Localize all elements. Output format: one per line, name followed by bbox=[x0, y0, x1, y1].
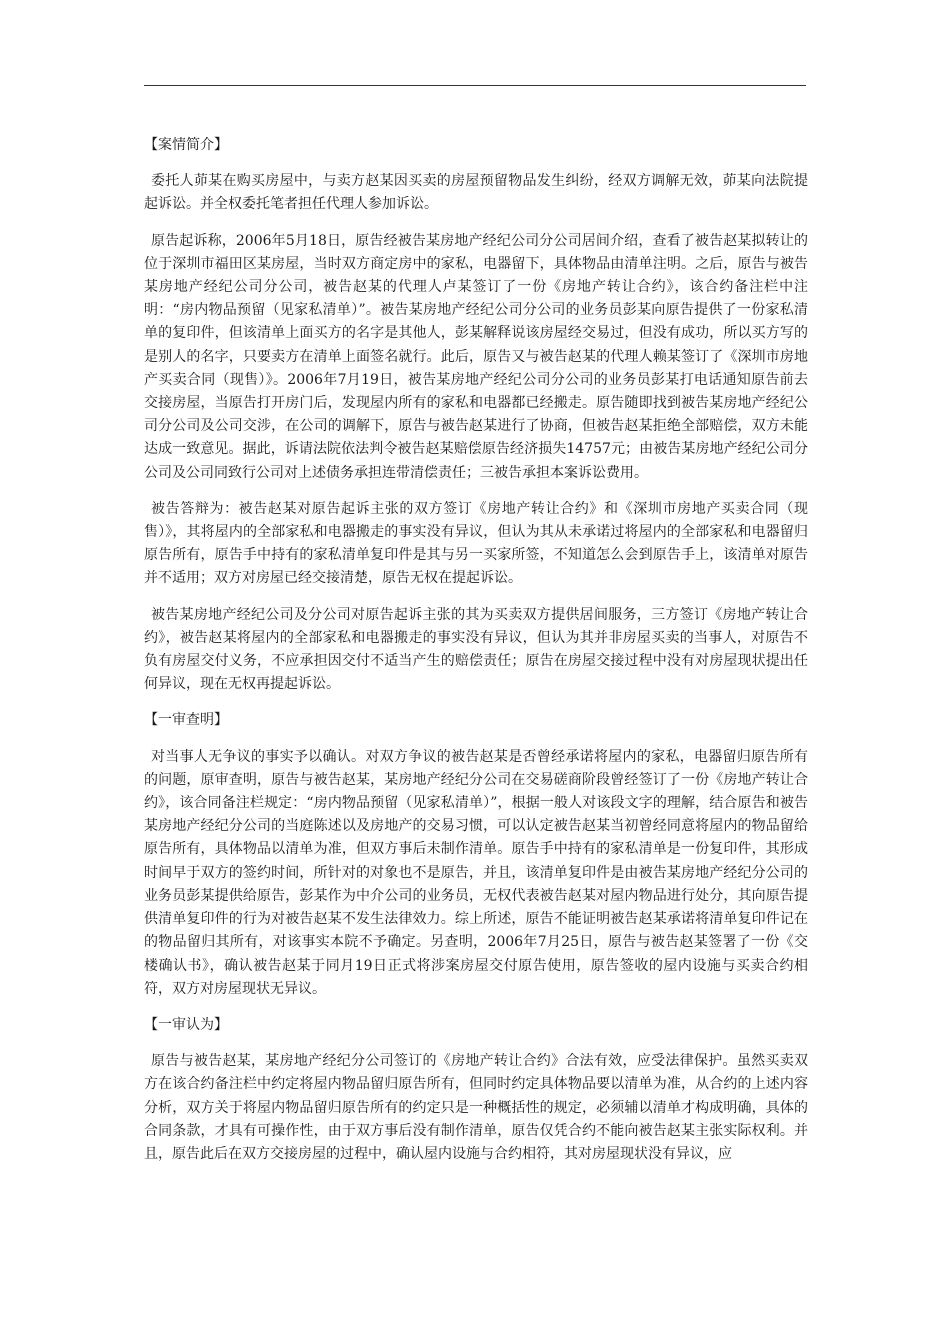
section-case-summary bbox=[144, 134, 808, 696]
document-body bbox=[144, 134, 808, 1179]
section-heading: 【案情简介】 bbox=[144, 137, 228, 153]
section-heading: 【一审认为】 bbox=[144, 1016, 228, 1033]
section-heading: 【一审查明】 bbox=[144, 712, 228, 729]
paragraph: 原告与被告赵某，某房地产经纪分公司签订的《房地产转让合约》合法有效，应受法律保护。虽然买卖双方在该合约备注栏中约定将屋内物品留归原告所有，但同时约定具体物品要以清单为准，从合约的上述内容分析，双方关于将屋内物品留归原告所有的约定只是一种概括性的规定，必须辅以清单才构成明确，具体的合同条款，才具有可操作性，由于双方事后没有制作清单，原告仅凭合约不能向被告赵某主张实际权利。并且，原告此后在双方交接房屋的过程中，确认屋内设施与合约相符，其对房屋现状没有异议，应 bbox=[144, 1053, 808, 1162]
section-first-instance-findings bbox=[144, 709, 808, 1000]
paragraph: 被告答辩为：被告赵某对原告起诉主张的双方签订《房地产转让合约》和《深圳市房地产买卖合同（现售）》，其将屋内的全部家私和电器搬走的事实没有异议，但认为其从未承诺过将屋内的全部家私和电器留归原告所有，原告手中持有的家私清单复印件是其与另一买家所签，不知道怎么会到原告手上，该清单对原告并不适用；双方对房屋已经交接清楚，原告无权在提起诉讼。 bbox=[144, 500, 808, 587]
paragraph: 对当事人无争议的事实予以确认。对双方争议的被告赵某是否曾经承诺将屋内的家私，电器留归原告所有的问题，原审查明，原告与被告赵某，某房地产经纪分公司在交易磋商阶段曾经签订了一份《房地产转让合约》，该合同备注栏规定：“房内物品预留（见家私清单）”，根据一般人对该段文字的理解，结合原告和被告某房地产经纪分公司的当庭陈述以及房地产的交易习惯，可以认定被告赵某当初曾经同意将屋内的物品留给原告所有，具体物品以清单为准，但双方事后未制作清单。原告手中持有的家私清单是一份复印件，其形成时间早于双方的签约时间，所针对的对象也不是原告，并且，该清单复印件是由被告某房地产经纪分公司的业务员彭某提供给原告，彭某作为中介公司的业务员，无权代表被告赵某对屋内物品进行处分，其向原告提供清单复印件的行为对被告赵某不发生法律效力。综上所述，原告不能证明被告赵某承诺将清单复印件记在的物品留归其所有，对该事实本院不予确定。另查明，2006年7月25日，原告与被告赵某签署了一份《交楼确认书》，确认被告赵某于同月19日正式将涉案房屋交付原告使用，原告签收的屋内设施与买卖合约相符，双方对房屋现状无异议。 bbox=[144, 748, 808, 997]
paragraph: 原告起诉称，2006年5月18日，原告经被告某房地产经纪公司分公司居间介绍，查看了被告赵某拟转让的位于深圳市福田区某房屋，当时双方商定房中的家私，电器留下，具体物品由清单注明。之后，原告与被告某房地产经纪公司分公司，被告赵某的代理人卢某签订了一份《房地产转让合约》，该合约备注栏中注明：“房内物品预留（见家私清单）”。被告某房地产经纪公司分公司的业务员彭某向原告提供了一份家私清单的复印件，但该清单上面买方的名字是其他人，彭某解释说该房屋经交易过，但没有成功，所以买方写的是别人的名字，只要卖方在清单上面签名就行。此后，原告又与被告赵某的代理人赖某签订了《深圳市房地产买卖合同（现售）》。2006年7月19日，被告某房地产经纪公司分公司的业务员彭某打电话通知原告前去交接房屋，当原告打开房门后，发现屋内所有的家私和电器都已经搬走。原告随即找到被告某房地产经纪公司分公司及公司交涉，在公司的调解下，原告与被告赵某进行了协商，但被告赵某拒绝全部赔偿，双方未能达成一致意见。据此，诉请法院依法判令被告赵某赔偿原告经济损失14757元；由被告某房地产经纪公司分公司及公司同致行公司对上述债务承担连带清偿责任；三被告承担本案诉讼费用。 bbox=[144, 232, 808, 481]
paragraph: 委托人茆某在购买房屋中，与卖方赵某因买卖的房屋预留物品发生纠纷，经双方调解无效，茆某向法院提起诉讼。并全权委托笔者担任代理人参加诉讼。 bbox=[144, 173, 808, 213]
header-rule bbox=[144, 85, 806, 86]
paragraph: 被告某房地产经纪公司及分公司对原告起诉主张的其为买卖双方提供居间服务，三方签订《房地产转让合约》，被告赵某将屋内的全部家私和电器搬走的事实没有异议，但认为其并非房屋买卖的当事人，对原告不负有房屋交付义务，不应承担因交付不适当产生的赔偿责任；原告在房屋交接过程中没有对房屋现状提出任何异议，现在无权再提起诉讼。 bbox=[144, 606, 808, 693]
section-first-instance-opinion bbox=[144, 1014, 808, 1166]
